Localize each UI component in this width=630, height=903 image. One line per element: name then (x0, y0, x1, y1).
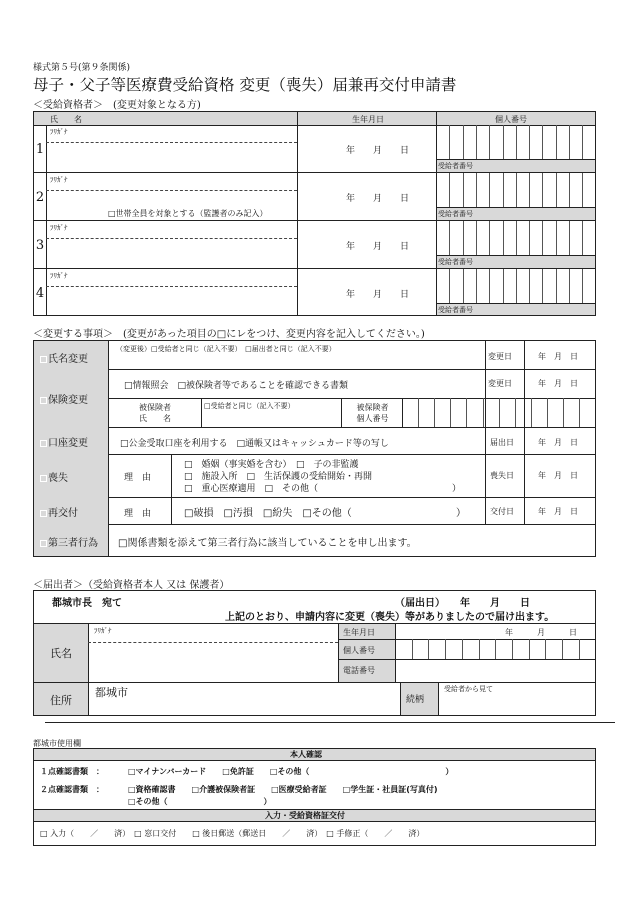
third-party-checkbox[interactable]: 第三者行為 (40, 534, 98, 549)
applicant-birth-label: 生年月日 (343, 628, 375, 637)
account-date[interactable]: 年 月 日 (538, 438, 578, 447)
account-options[interactable]: □公金受取口座を利用する □通帳又はキャッシュカード等の写し (120, 439, 389, 449)
loss-date[interactable]: 年 月 日 (538, 471, 578, 480)
applicant-name-label: 氏名 (50, 647, 72, 660)
doc2-other[interactable]: □その他（ ） (128, 797, 272, 806)
recipient-number-label: 受給者番号 (438, 306, 473, 314)
loss-date-label: 喪失日 (490, 471, 514, 480)
loss-reasons-line1[interactable]: □ 婚姻（事実婚を含む） □ 子の非監護 (184, 460, 359, 470)
name-change-checkbox[interactable]: 氏名変更 (40, 350, 88, 365)
changes-section-label: ＜変更する事項＞ (変更があった項目の□にレをつけ、変更内容を記入してください。) (33, 329, 425, 340)
relation-label: 続柄 (406, 695, 425, 705)
input-title: 入力・受給資格証交付 (265, 811, 345, 820)
insured-mynumber-label: 被保険者 個人番号 (356, 403, 389, 423)
declaration-text: 上記のとおり、申請内容に変更（喪失）等がありましたので届け出ます。 (225, 612, 555, 623)
insurance-options[interactable]: □情報照会 □被保険者等であることを確認できる書類 (124, 381, 349, 391)
loss-checkbox[interactable]: 喪失 (40, 469, 68, 484)
account-change-checkbox[interactable]: 口座変更 (40, 434, 88, 449)
applicant-city[interactable]: 都城市 (95, 686, 128, 699)
form-number: 様式第５号(第９条関係) (33, 63, 131, 73)
loss-reason-other-end: ） (452, 484, 462, 494)
office-use-label: 都城市使用欄 (33, 739, 81, 748)
doc1-label: １点確認書類 ： (40, 767, 104, 776)
reissue-reason-label: 理 由 (124, 509, 152, 519)
recipient-row-number: 3 (35, 237, 45, 253)
recipient-number-label: 受給者番号 (438, 210, 473, 218)
recipient-furigana: ﾌﾘｶﾞﾅ (50, 272, 68, 280)
applicant-furigana: ﾌﾘｶﾞﾅ (94, 627, 112, 635)
reissue-other-end: ） (456, 508, 466, 519)
loss-reasons-line3[interactable]: □ 重心医療適用 □ その他（ (184, 484, 319, 494)
reissue-checkbox[interactable]: 再交付 (40, 504, 78, 519)
insurance-date[interactable]: 年 月 日 (538, 379, 578, 388)
recipient-furigana: ﾌﾘｶﾞﾅ (50, 176, 68, 184)
recipient-row-number: 1 (35, 141, 45, 157)
recipient-row-number: 4 (35, 285, 45, 301)
recipient-row-number: 2 (35, 189, 45, 205)
submission-date[interactable]: （届出日） 年 月 日 (395, 598, 530, 609)
recipient-birth-date[interactable]: 年 月 日 (346, 194, 410, 204)
reissue-date-label: 交付日 (490, 507, 514, 516)
insurance-change-checkbox[interactable]: 保険変更 (40, 391, 88, 406)
doc1-options[interactable]: □マイナンバーカード □免許証 □その他（ ） (128, 767, 454, 776)
col-birth: 生年月日 (352, 115, 384, 124)
insurance-date-label: 変更日 (488, 379, 512, 388)
col-name: 氏 名 (50, 115, 82, 124)
col-mynumber: 個人番号 (495, 115, 527, 124)
recipient-section-label: ＜受給資格者＞ (変更対象となる方) (33, 100, 201, 111)
applicant-mynumber-label: 個人番号 (343, 646, 375, 655)
doc2-options[interactable]: □資格確認書 □介護被保険者証 □医療受給者証 □学生証・社員証(写真付) (128, 785, 438, 794)
recipient-birth-date[interactable]: 年 月 日 (346, 242, 410, 252)
input-status-row[interactable]: □ 入力（ ／ 済） □ 窓口交付 □ 後日郵送（郵送日 ／ 済） □ 手修正（ ／ 済） (40, 829, 425, 838)
all-members-checkbox[interactable]: □世帯全員を対象とする（監護者のみ記入） (108, 209, 268, 218)
id-check-title: 本人確認 (290, 750, 322, 759)
doc2-label: ２点確認書類 ： (40, 785, 104, 794)
insured-same-checkbox[interactable]: □受給者と同じ（記入不要） (204, 402, 295, 410)
name-change-date[interactable]: 年 月 日 (538, 352, 578, 361)
page-title: 母子・父子等医療費受給資格 変更（喪失）届兼再交付申請書 (33, 76, 457, 94)
applicant-address-label: 住所 (50, 694, 72, 707)
recipient-number-label: 受給者番号 (438, 162, 473, 170)
third-party-text[interactable]: □関係書類を添えて第三者行為に該当していることを申し出ます。 (118, 538, 417, 549)
recipient-furigana: ﾌﾘｶﾞﾅ (50, 128, 68, 136)
loss-reasons-line2[interactable]: □ 施設入所 □ 生活保護の受給開始・再開 (184, 472, 373, 482)
account-date-label: 届出日 (490, 438, 514, 447)
mayor-address: 都城市長 宛て (52, 598, 122, 609)
name-change-date-label: 変更日 (488, 352, 512, 361)
applicant-phone-label: 電話番号 (343, 666, 375, 675)
applicant-birth-date[interactable]: 年 月 日 (505, 628, 577, 637)
reissue-options[interactable]: □破損 □汚損 □紛失 □その他（ (184, 508, 352, 519)
applicant-section-label: ＜届出者＞（受給資格者本人 又は 保護者） (33, 580, 230, 591)
name-change-options[interactable]: （変更後）□受給者と同じ（記入不要） □届出者と同じ（記入不要） (116, 345, 336, 353)
recipient-birth-date[interactable]: 年 月 日 (346, 290, 410, 300)
recipient-furigana: ﾌﾘｶﾞﾅ (50, 224, 68, 232)
loss-reason-label: 理 由 (124, 473, 152, 483)
insured-name-label: 被保険者 氏 名 (139, 403, 171, 423)
recipient-birth-date[interactable]: 年 月 日 (346, 146, 410, 156)
recipient-number-label: 受給者番号 (438, 258, 473, 266)
relation-note: 受給者から見て (444, 685, 493, 693)
reissue-date[interactable]: 年 月 日 (538, 507, 578, 516)
